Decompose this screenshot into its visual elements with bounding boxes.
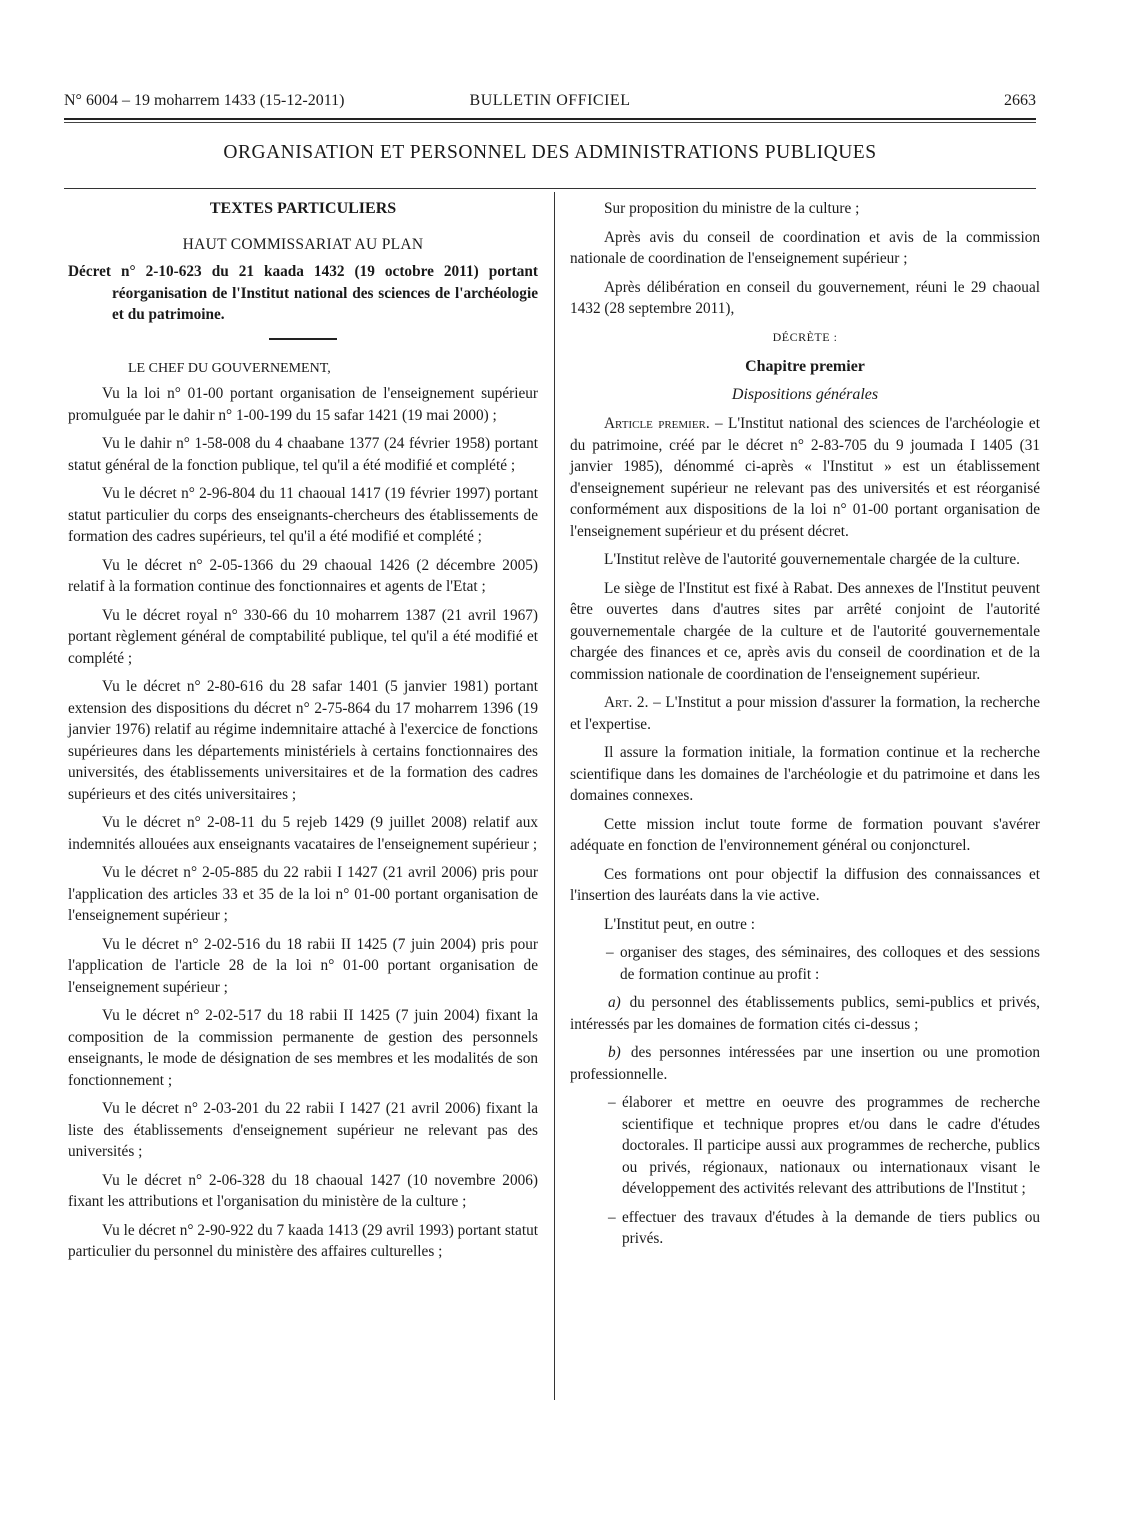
- avis-paragraph: Après avis du conseil de coordination et avis de la commission nationale de coordination de l'enseignement supérieur ;: [570, 228, 1040, 267]
- visa-paragraph: Vu le décret n° 2-05-885 du 22 rabii I 1427 (21 avril 2006) pris pour l'application des articles 33 et 35 de la loi n° 01-00 portant organisation de l'enseignement supérieur ;: [68, 864, 538, 924]
- right-column: [570, 198, 1040, 1257]
- sub-item-b: [570, 1042, 1040, 1085]
- page-header: [64, 92, 1036, 118]
- deliberation-paragraph: Après délibération en conseil du gouvernement, réuni le 29 chaoual 1432 (28 septembre 2011),: [570, 278, 1040, 317]
- decrete-heading: DÉCRÈTE :: [772, 329, 838, 344]
- list-item-text: élaborer et mettre en oeuvre des programmes de recherche scientifique et technique propres et/ou dans le cadre d'études doctorales. Il participe aussi aux programmes de recherche, publics ou privés, régionaux, nationaux ou internationaux visant le développement des activités relevant des attributions de l'Institut ;: [622, 1094, 1040, 1197]
- chef-du-gouvernement: LE CHEF DU GOUVERNEMENT,: [128, 360, 331, 376]
- article-1-paragraph: L'Institut relève de l'autorité gouvernementale chargée de la culture.: [604, 551, 1020, 568]
- list-item: [570, 942, 1040, 985]
- article-2-label: Art. 2.: [604, 694, 649, 711]
- visa-paragraph: Vu le décret n° 2-03-201 du 22 rabii I 1427 (21 avril 2006) fixant la liste des établissements d'enseignement supérieur ne relevant pas des universités ;: [68, 1100, 538, 1160]
- visa-paragraph: Vu le dahir n° 1-58-008 du 4 chaabane 1377 (24 février 1958) portant statut général de la fonction publique, tel qu'il a été modifié et complété ;: [68, 435, 538, 474]
- visa-paragraph: Vu la loi n° 01-00 portant organisation de l'enseignement supérieur promulguée par le dahir n° 1-00-199 du 15 safar 1421 (19 mai 2000) ;: [68, 385, 538, 424]
- list-item: [570, 1092, 1040, 1200]
- dash-bullet: –: [606, 944, 614, 961]
- section-rule: [64, 188, 1036, 189]
- visa-paragraph: Vu le décret n° 2-80-616 du 28 safar 1401 (5 janvier 1981) portant extension des dispositions du décret n° 2-75-864 du 17 moharrem 1396 (19 janvier 1976) relatif au régime indemnitaire attaché à l'exercice de fonctions supérieures dans les départements ministériels à certains fonctionnaires des universités, des établissements universitaires et de la formation des cadres supérieurs et des cités universitaires ;: [68, 678, 538, 803]
- sub-item-b-text: des personnes intéressées par une insertion ou une promotion professionnelle.: [570, 1044, 1041, 1083]
- dash-bullet: –: [608, 1208, 616, 1226]
- article-2-text: L'Institut a pour mission d'assurer la formation, la recherche et l'expertise.: [570, 694, 1040, 733]
- article-2-paragraph: Ces formations ont pour objectif la diffusion des connaissances et l'insertion des lauréats dans la vie active.: [570, 865, 1040, 904]
- article-2-paragraph: L'Institut peut, en outre :: [604, 915, 756, 933]
- visa-paragraph: Vu le décret n° 2-02-517 du 18 rabii II 1425 (7 juin 2004) fixant la composition de la commission permanente de gestion des personnels enseignants, le mode de désignation de ses membres et les modalités de son fonctionnement ;: [68, 1007, 538, 1089]
- proposition-paragraph: Sur proposition du ministre de la culture ;: [604, 200, 860, 217]
- article-1-label: Article premier.: [604, 415, 710, 432]
- decree-title: Décret n° 2-10-623 du 21 kaada 1432 (19 octobre 2011) portant réorganisation de l'Institut national des sciences de l'archéologie et du patrimoine.: [68, 263, 538, 323]
- journal-title: BULLETIN OFFICIEL: [469, 92, 631, 109]
- section-title: ORGANISATION ET PERSONNEL DES ADMINISTRATIONS PUBLIQUES: [223, 142, 877, 163]
- header-rule: [64, 118, 1036, 120]
- header-rule-thin: [64, 122, 1036, 123]
- authority-heading: HAUT COMMISSARIAT AU PLAN: [182, 235, 424, 253]
- dash-bullet: –: [608, 1094, 616, 1111]
- visa-paragraph: Vu le décret n° 2-05-1366 du 29 chaoual 1426 (2 décembre 2005) relatif à la formation continue des fonctionnaires et agents de l'Etat ;: [68, 556, 538, 595]
- column-divider: [554, 192, 555, 1400]
- article-1-text: L'Institut national des sciences de l'archéologie et du patrimoine, créé par le décret n° 2-83-705 du 9 joumada I 1405 (31 janvier 1985), dénommé ci-après « l'Institut » est un établissement d'enseignement supérieur ne relevant pas des universités et est réorganisé conformément aux dispositions de la loi n° 01-00 portant organisation de l'enseignement supérieur et du présent décret.: [570, 415, 1040, 540]
- visa-paragraph: Vu le décret royal n° 330-66 du 10 moharrem 1387 (21 avril 1967) portant règlement général de comptabilité publique, tel qu'il a été modifié et complété ;: [68, 606, 538, 667]
- list-item-text: organiser des stages, des séminaires, des colloques et des sessions de formation continue au profit :: [620, 944, 1040, 983]
- article-1: Article premier. – L'Institut national des sciences de l'archéologie et du patrimoine, créé par le décret n° 2-83-705 du 9 joumada I 1405 (31 janvier 1985), dénommé ci-après « l'Institut » est un établissement d'enseignement supérieur ne relevant pas des universités et est réorganisé conformément aux dispositions de la loi n° 01-00 portant organisation de l'enseignement supérieur et du présent décret.: [570, 415, 1040, 540]
- issue-info: N° 6004 – 19 moharrem 1433 (15-12-2011): [64, 92, 345, 109]
- article-2-paragraph: Cette mission inclut toute forme de formation pouvant s'avérer adéquate en fonction de l'environnement général ou conjoncturel.: [570, 815, 1040, 854]
- article-1-paragraph: Le siège de l'Institut est fixé à Rabat. Des annexes de l'Institut peuvent être ouvertes dans d'autres sites par arrêté conjoint de l'autorité gouvernementale chargée de la culture et de l'autorité gouvernementale chargée des finances et ce, après avis du conseil de coordination et de la commission nationale de coordination de l'enseignement supérieur.: [570, 579, 1040, 683]
- visa-paragraph: Vu le décret n° 2-96-804 du 11 chaoual 1417 (19 février 1997) portant statut particulier du corps des enseignants-chercheurs des établissements de formation des cadres supérieurs, tel qu'il a été modifié et complété ;: [68, 485, 538, 545]
- page-number: 2663: [1004, 92, 1036, 109]
- visa-paragraph: Vu le décret n° 2-06-328 du 18 chaoual 1427 (10 novembre 2006) fixant les attributions et l'organisation du ministère de la culture ;: [68, 1171, 538, 1210]
- list-item: [570, 1207, 1040, 1250]
- sub-item-a: [570, 992, 1040, 1035]
- left-column: [68, 198, 538, 1270]
- title-separator: [269, 338, 337, 340]
- chapter-subtitle: Dispositions générales: [731, 385, 879, 403]
- sub-item-b-label: b): [608, 1044, 621, 1061]
- visa-paragraph: Vu le décret n° 2-08-11 du 5 rejeb 1429 (9 juillet 2008) relatif aux indemnités allouées aux enseignants vacataires de l'enseignement supérieur ;: [68, 814, 538, 853]
- article-2: Art. 2. – L'Institut a pour mission d'assurer la formation, la recherche et l'expertise.: [570, 694, 1040, 733]
- sub-item-a-label: a): [608, 994, 621, 1011]
- chapter-heading: Chapitre premier: [745, 358, 865, 375]
- list-item-text: effectuer des travaux d'études à la demande de tiers publics ou privés.: [622, 1208, 1040, 1247]
- visa-paragraph: Vu le décret n° 2-90-922 du 7 kaada 1413 (29 avril 1993) portant statut particulier du personnel du ministère des affaires culturelles ;: [68, 1221, 538, 1260]
- rubric-heading: TEXTES PARTICULIERS: [209, 200, 397, 217]
- article-2-paragraph: Il assure la formation initiale, la formation continue et la recherche scientifique dans les domaines de l'archéologie et du patrimoine et dans les domaines connexes.: [570, 744, 1040, 804]
- sub-item-a-text: du personnel des établissements publics, semi-publics et privés, intéressés par les domaines de formation cités ci-dessus ;: [570, 994, 1040, 1033]
- visa-paragraph: Vu le décret n° 2-02-516 du 18 rabii II 1425 (7 juin 2004) pris pour l'application de l'article 28 de la loi n° 01-00 portant organisation de l'enseignement supérieur ;: [68, 935, 538, 996]
